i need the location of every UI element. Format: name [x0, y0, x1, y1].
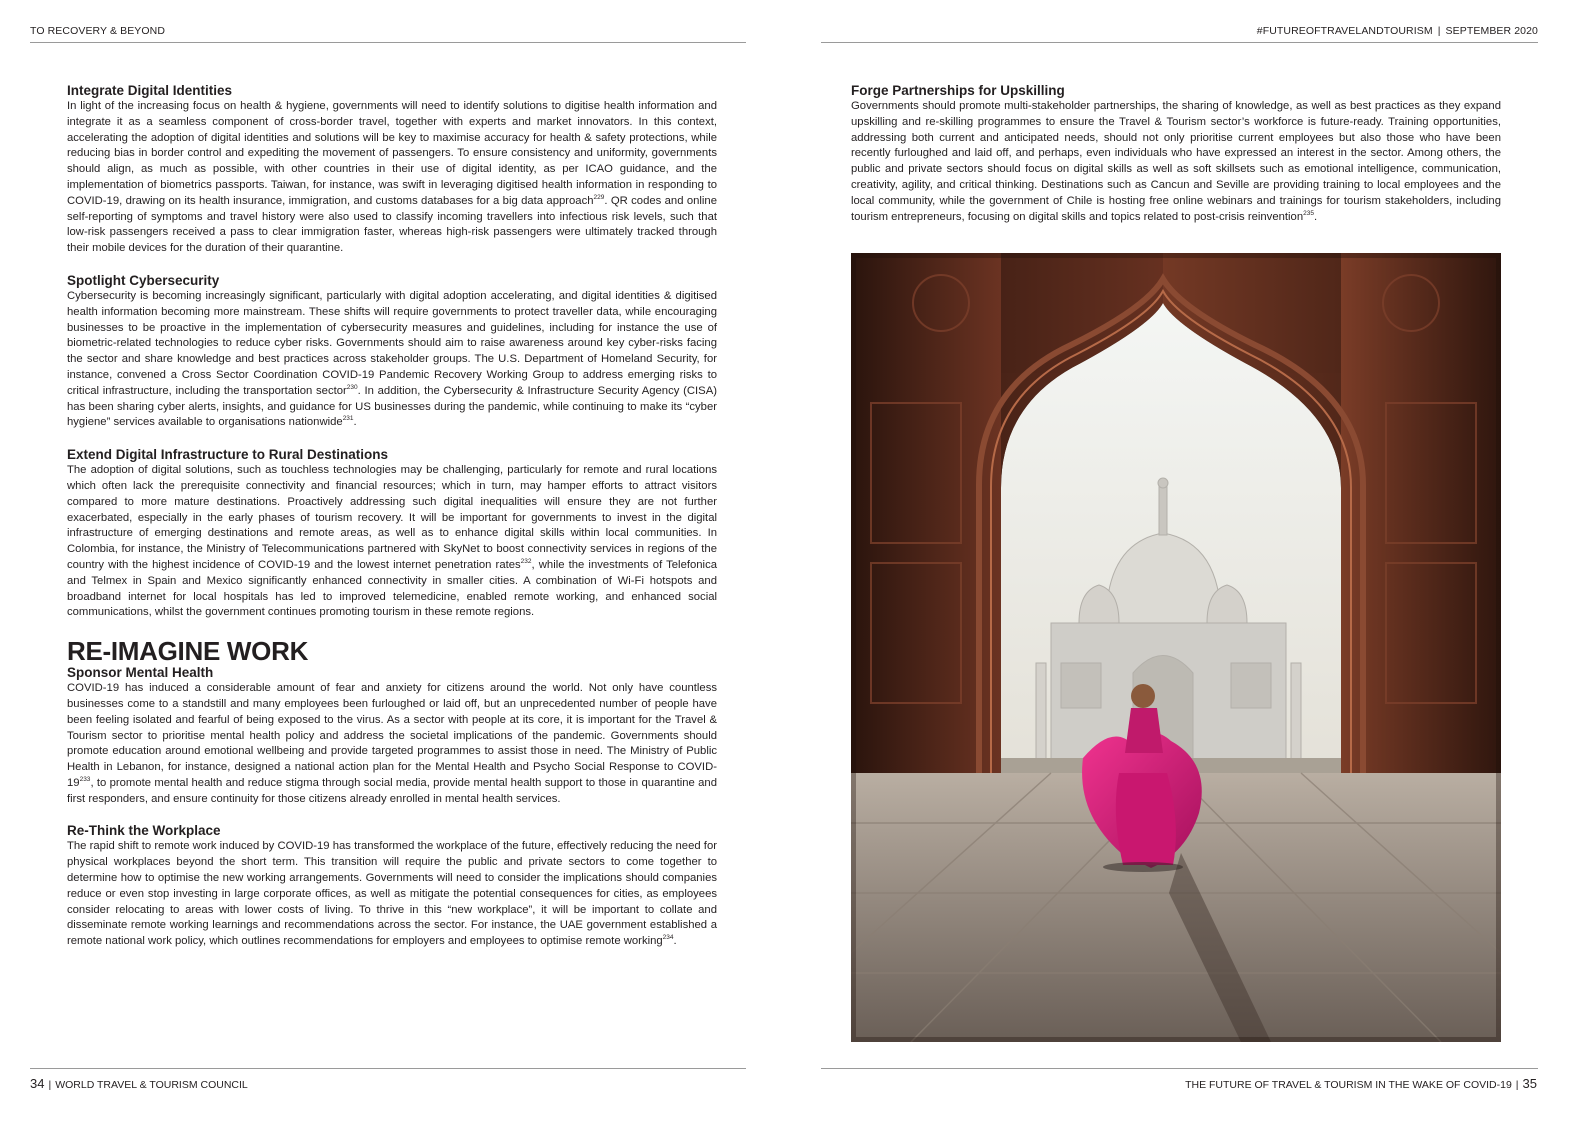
subheading: Integrate Digital Identities [67, 83, 233, 98]
subheading: Extend Digital Infrastructure to Rural Destinations [67, 447, 389, 463]
section-digital-identities [67, 83, 717, 257]
paragraph: COVID-19 has induced a considerable amount of fear and anxiety for citizens around the world. Not only have countless businesses come to a standstill and many employees been furloughed or laid off, but an unprecedented number of people have been feeling isolated and fearful of being exposed to the virus. As a sector with people at its core, it is important for the Travel & Tourism sector to prioritise mental health policy and address the societal implications of the pandemic. Governments should promote education around emotional wellbeing and provide targeted programmes to assist those in need. The Ministry of Public Health in Lebanon, for instance, designed a national action plan for the Mental Health and Psycho Social Response to COVID-$19^{233}$, to promote mental health and reduce stigma through social media, provide mental health support to those in quarantine and first responders, and ensure continuity for those citizens already enrolled in mental health services. [67, 682, 717, 805]
footnote-ref[interactable]: 233 [79, 776, 91, 784]
section-title: RE-IMAGINE WORK [67, 636, 309, 667]
footnote-ref[interactable]: 234 [662, 934, 674, 942]
left-page [0, 0, 793, 1122]
section-cybersecurity [67, 273, 717, 431]
folio-separator: | [1515, 1079, 1519, 1091]
footnote-ref[interactable]: 231 [342, 415, 354, 423]
section-mental-health [67, 665, 717, 807]
hashtag: #FUTUREOFTRAVELANDTOURISM [1256, 25, 1433, 37]
section-workplace [67, 823, 717, 950]
section-rural-infrastructure [67, 447, 717, 621]
section-upskilling [851, 83, 1501, 225]
running-head-separator: | [1437, 25, 1441, 37]
subheading: Sponsor Mental Health [67, 665, 214, 681]
footnote-ref[interactable]: 229 [593, 194, 605, 202]
left-column [67, 83, 717, 966]
publisher-label: WORLD TRAVEL & TOURISM COUNCIL [55, 1079, 248, 1091]
footnote-ref[interactable]: 230 [346, 383, 358, 391]
running-head [1257, 25, 1538, 37]
footer-rule [821, 1068, 1538, 1069]
footnote-ref[interactable]: 235 [1303, 209, 1314, 217]
running-head: TO RECOVERY & BEYOND [30, 25, 166, 37]
footer-rule [30, 1068, 746, 1069]
right-column [851, 83, 1501, 241]
report-title: THE FUTURE OF TRAVEL & TOURISM IN THE WAKE OF COVID-19 [1185, 1079, 1512, 1091]
right-page [793, 0, 1587, 1122]
header-rule [30, 42, 746, 43]
folio-separator: | [48, 1079, 52, 1091]
taj-mahal-arch-photo [851, 253, 1501, 1042]
subheading: Re-Think the Workplace [67, 823, 221, 839]
paragraph: Governments should promote multi-stakeholder partnerships, the sharing of knowledge, as well as best practices as they expand upskilling and re-skilling programmes to ensure the Travel & Tourism sector’s workforce is future-ready. Training opportunities, addressing both current and anticipated needs, should not only prioritise current employees but also those who have been recently furloughed and laid off, and perhaps, even individuals who have expressed an interest in the sector. Among others, the public and private sectors should focus on digital skills as well as soft skillsets such as emotional intelligence, communication, creativity, agility, and critical thinking. Destinations such as Cancun and Seville are providing training to local employees and the local community, while the government of Chile is hosting free online webinars and trainings for tourism stakeholders, including tourism entrepreneurs, focusing on digital skills and topics related to post-crisis reinvention$^{235}$. [851, 100, 1501, 223]
paragraph: The adoption of digital solutions, such as touchless technologies may be challenging, particularly for remote and rural locations which often lack the prerequisite connectivity and financial resources; which in turn, may hamper efforts to attract visitors compared to more mature destinations. Proactively addressing such digital inequalities will ensure they are not further exacerbated, especially in the early phases of tourism recovery. It will be important for governments to invest in the digital infrastructure of emerging destinations and remote areas, as well as to enhance digital skills within local communities. In Colombia, for instance, the Ministry of Telecommunications partnered with SkyNet to boost connectivity services in regions of the country with the highest incidence of COVID-19 and the lowest internet penetration rates$^{232}$, while the investments of Telefonica and Telmex in Spain and Mexico significantly enhanced connectivity in smaller cities. A combination of Wi-Fi hotspots and broadband internet for local hospitals has led to improved telemedicine, enabled remote working, and enhanced social communications, whilst the government continues promoting tourism in these remote regions. [67, 464, 717, 619]
header-rule [821, 42, 1538, 43]
folio [1185, 1076, 1537, 1091]
paragraph: The rapid shift to remote work induced by COVID-19 has transformed the workplace of the future, effectively reducing the need for physical workplaces beyond the short term. This transition will require the public and private sectors to come together to determine how to optimise the new working arrangements. Governments will need to consider the implications should companies reduce or even stop investing in large corporate offices, as well as mitigate the potential consequences for cities, as employees consider relocating to areas with lower costs of living. To thrive in this “new workplace”, it will be important to collate and disseminate remote working learnings and recommendations across the sector. For instance, the UAE government established a remote national work policy, which outlines recommendations for employers and employees to optimise remote working$^{234}$. [67, 840, 717, 948]
page-number: 34 [30, 1076, 45, 1091]
folio [30, 1076, 248, 1091]
paragraph: In light of the increasing focus on health & hygiene, governments will need to identify solutions to digitise health information and integrate it as a seamless component of cross-border travel, together with experts and market innovators. In this context, accelerating the adoption of digital identities and solutions will be key to maximise accuracy for health & safety protections, while reducing bias in border control and expediting the movement of passengers. To ensure consistency and uniformity, governments should align, as much as possible, with other countries in their use of digital identity, as per ICAO guidance, and the implementation of biometrics passports. Taiwan, for instance, was swift in leveraging digitised health information in responding to COVID-19, drawing on its health insurance, immigration, and customs databases for a big data approach$^{229}$. QR codes and online self-reporting of symptoms and travel history were also used to classify incoming travellers into infectious risk levels, such that low-risk passengers received a pass to clear immigration faster, whereas high-risk passengers were ultimately tracked through their mobile devices for the duration of their quarantine. [67, 100, 717, 255]
subheading: Forge Partnerships for Upskilling [851, 83, 1065, 98]
issue-date: SEPTEMBER 2020 [1445, 25, 1538, 37]
paragraph: Cybersecurity is becoming increasingly significant, particularly with digital adoption accelerating, and digital identities & digitised health information becoming more mainstream. These shifts will require governments to protect traveller data, while encouraging businesses to be proactive in the implementation of cybersecurity measures and guidelines, including for instance the use of biometric-related technologies to reduce cyber risks. Governments should aim to raise awareness around key cyber-risks facing the sector and share knowledge and best practices across stakeholder groups. The U.S. Department of Homeland Security, for instance, convened a Cross Sector Coordination COVID-19 Pandemic Recovery Working Group to address emerging risks to critical infrastructure, including the transportation sector$^{230}$. In addition, the Cybersecurity & Infrastructure Security Agency (CISA) has been sharing cyber alerts, insights, and guidance for US businesses during the pandemic, while continuing to make its “cyber hygiene” services available to organisations nationwide$^{231}$. [67, 289, 717, 429]
page-number: 35 [1522, 1076, 1537, 1091]
subheading: Spotlight Cybersecurity [67, 272, 220, 288]
footnote-ref[interactable]: 232 [520, 558, 532, 566]
